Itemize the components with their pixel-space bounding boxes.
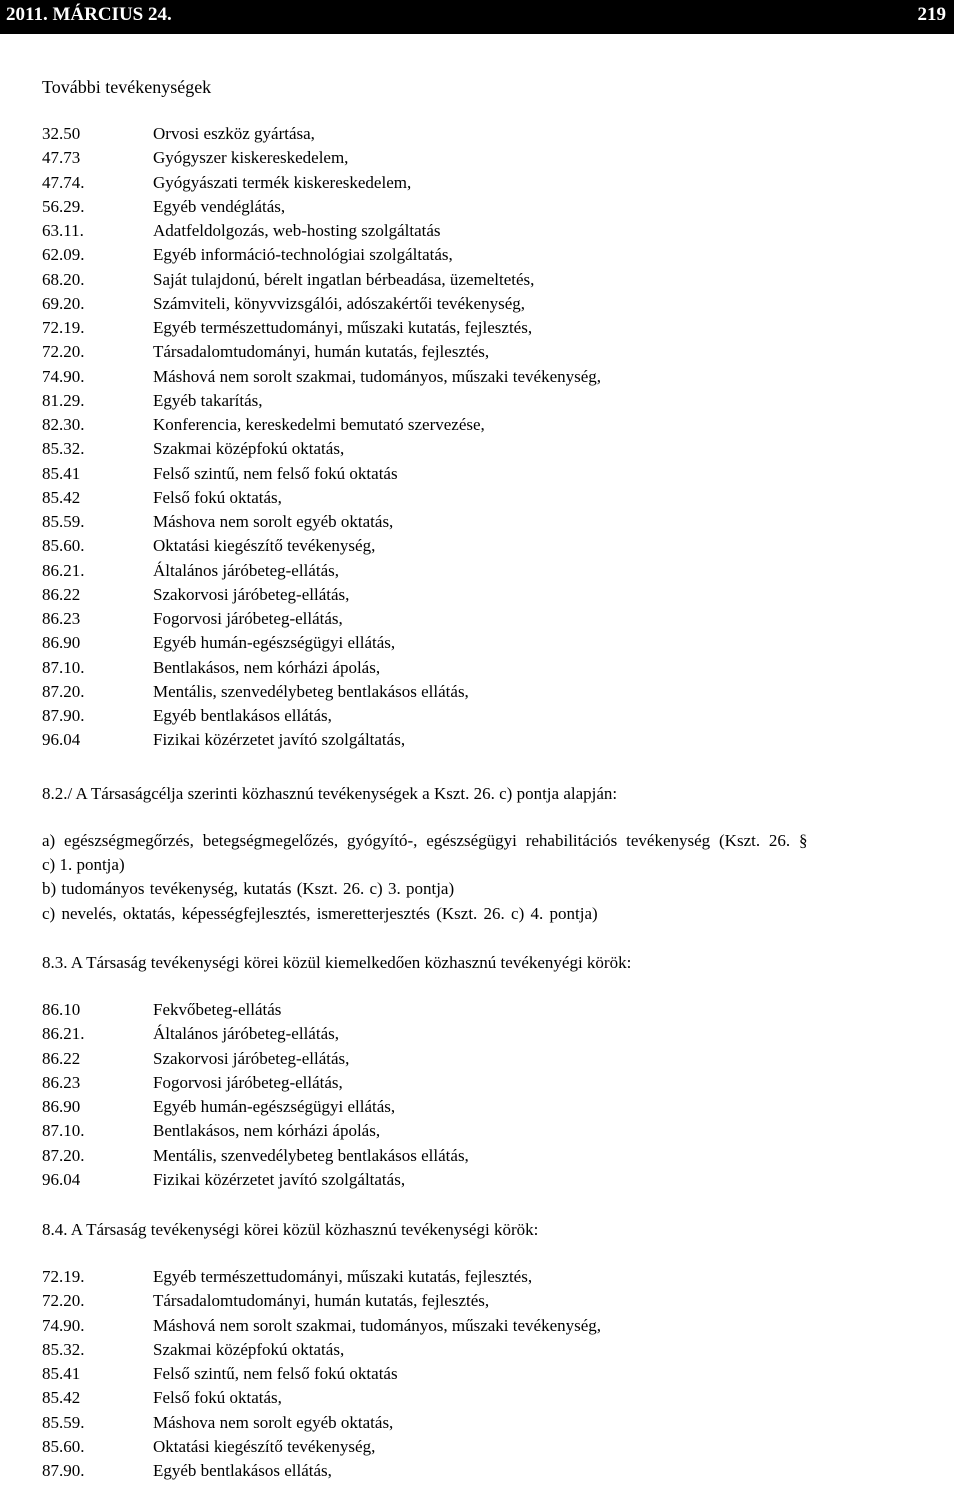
activity-code: 86.90 <box>42 633 81 653</box>
activity-code: 72.20. <box>42 342 85 362</box>
activity-description: Egyéb takarítás, <box>153 390 263 410</box>
activity-code: 72.19. <box>42 1267 85 1286</box>
activity-code: 85.41 <box>42 1364 81 1383</box>
list-item <box>42 195 601 219</box>
list-item <box>42 998 469 1022</box>
activity-description: Szakmai középfokú oktatás, <box>153 439 345 459</box>
activity-description: Máshová nem sorolt szakmai, tudományos, műszaki tevékenység, <box>153 1315 602 1335</box>
activity-description: Fizikai közérzetet javító szolgáltatás, <box>153 730 406 750</box>
activity-code: 63.11. <box>42 221 84 240</box>
activity-description: Máshová nem sorolt szakmai, tudományos, műszaki tevékenység, <box>153 366 602 386</box>
list-item <box>42 1095 469 1119</box>
list-item <box>42 1435 601 1459</box>
list-item <box>42 1047 469 1071</box>
list-item <box>42 534 601 558</box>
activity-code: 85.32. <box>42 1339 85 1359</box>
list-item <box>42 316 601 340</box>
activity-code: 74.90. <box>42 1315 85 1335</box>
activity-description: Általános járóbeteg-ellátás, <box>153 560 339 580</box>
list-item <box>42 1289 601 1313</box>
activity-code: 96.04 <box>42 1169 81 1189</box>
section-8-4-heading: 8.4. A Társaság tevékenységi körei közül közhasznú tevékenységi körök: <box>42 1220 539 1239</box>
activity-description: Mentális, szenvedélybeteg bentlakásos ellátás, <box>153 681 469 701</box>
activity-description: Egyéb bentlakásos ellátás, <box>153 706 332 725</box>
activity-description: Gyógyászati termék kiskereskedelem, <box>153 172 412 192</box>
list-item <box>42 1362 601 1386</box>
activity-code: 56.29. <box>42 196 85 216</box>
activity-description: Saját tulajdonú, bérelt ingatlan bérbeadása, üzemeltetés, <box>153 269 535 289</box>
section-8-3-heading: 8.3. A Társaság tevékenységi körei közül kiemelkedően közhasznú tevékenyégi körök: <box>42 953 632 972</box>
activity-code: 85.60. <box>42 1436 85 1456</box>
activity-code: 87.90. <box>42 1461 85 1480</box>
list-item <box>42 704 601 728</box>
activity-description: Általános járóbeteg-ellátás, <box>153 1024 339 1044</box>
item-a-line2: c) 1. pontja) <box>42 855 125 874</box>
activity-code: 85.59. <box>42 512 85 531</box>
activity-code: 69.20. <box>42 293 85 313</box>
activity-description: Máshova nem sorolt egyéb oktatás, <box>153 1412 394 1432</box>
activity-description: Konferencia, kereskedelmi bemutató szervezése, <box>153 415 485 434</box>
list-item <box>42 171 601 195</box>
section-title: További tevékenységek <box>42 77 212 97</box>
activity-description: Fizikai közérzetet javító szolgáltatás, <box>153 1169 406 1189</box>
activity-description: Oktatási kiegészítő tevékenység, <box>153 1436 376 1456</box>
list-item <box>42 413 601 437</box>
activity-description: Egyéb információ-technológiai szolgáltatás, <box>153 245 453 265</box>
list-item <box>42 728 601 752</box>
activity-code: 72.19. <box>42 318 85 337</box>
activity-code: 82.30. <box>42 415 85 434</box>
list-item <box>42 462 601 486</box>
activity-description: Fogorvosi járóbeteg-ellátás, <box>153 609 343 628</box>
activity-code: 81.29. <box>42 390 85 410</box>
section-8-3-list <box>42 998 469 1192</box>
activity-code: 86.22 <box>42 1048 81 1068</box>
list-item <box>42 680 601 704</box>
list-item <box>42 631 601 655</box>
main-activity-list <box>42 122 601 753</box>
activity-description: Társadalomtudományi, humán kutatás, fejlesztés, <box>153 1291 490 1311</box>
activity-description: Egyéb vendéglátás, <box>153 196 286 216</box>
activity-description: Gyógyszer kiskereskedelem, <box>153 148 349 168</box>
activity-description: Oktatási kiegészítő tevékenység, <box>153 536 376 556</box>
list-item <box>42 1265 601 1289</box>
activity-description: Szakorvosi járóbeteg-ellátás, <box>153 584 350 604</box>
list-item <box>42 437 601 461</box>
activity-code: 85.60. <box>42 536 85 556</box>
activity-description: Máshova nem sorolt egyéb oktatás, <box>153 512 394 531</box>
activity-description: Bentlakásos, nem kórházi ápolás, <box>153 1121 381 1141</box>
list-item <box>42 1022 469 1046</box>
activity-code: 47.74. <box>42 172 85 192</box>
activity-code: 86.21. <box>42 1024 85 1044</box>
item-a-line1: a) egészségmegőrzés, betegségmegelőzés, gyógyító-, egészségügyi rehabilitációs tevékenység (Kszt. 26. § <box>42 831 808 850</box>
section-8-2-heading: 8.2./ A Társaságcélja szerinti közhasznú tevékenységek a Kszt. 26. c) pontja alapján: <box>42 784 618 803</box>
section-8-2-item-b: b) tudományos tevékenység, kutatás (Kszt. 26. c) 3. pontja) <box>42 879 455 898</box>
activity-description: Egyéb természettudományi, műszaki kutatás, fejlesztés, <box>153 1267 533 1286</box>
activity-code: 68.20. <box>42 269 85 289</box>
activity-description: Fekvőbeteg-ellátás <box>153 1000 282 1019</box>
activity-description: Egyéb természettudományi, műszaki kutatás, fejlesztés, <box>153 318 533 337</box>
activity-code: 87.10. <box>42 657 85 677</box>
activity-code: 85.42 <box>42 487 81 507</box>
list-item <box>42 583 601 607</box>
activity-code: 72.20. <box>42 1291 85 1311</box>
section-8-2-item-c: c) nevelés, oktatás, képességfejlesztés, ismeretterjesztés (Kszt. 26. c) 4. pontja) <box>42 904 598 923</box>
list-item <box>42 1314 601 1338</box>
list-item <box>42 510 601 534</box>
activity-code: 87.20. <box>42 681 85 701</box>
page-header <box>0 0 954 34</box>
activity-code: 85.59. <box>42 1412 85 1432</box>
activity-description: Felső szintű, nem felső fokú oktatás <box>153 1364 398 1383</box>
activity-description: Felső fokú oktatás, <box>153 487 282 507</box>
list-item <box>42 559 601 583</box>
list-item <box>42 243 601 267</box>
list-item <box>42 1071 469 1095</box>
activity-code: 47.73 <box>42 148 81 168</box>
activity-code: 32.50 <box>42 124 81 143</box>
activity-code: 85.32. <box>42 439 85 459</box>
activity-description: Bentlakásos, nem kórházi ápolás, <box>153 657 381 677</box>
activity-description: Adatfeldolgozás, web-hosting szolgáltatás <box>153 221 441 240</box>
section-8-2-item-a <box>42 829 960 877</box>
activity-code: 86.23 <box>42 1072 81 1092</box>
list-item <box>42 1386 601 1410</box>
activity-description: Felső fokú oktatás, <box>153 1388 282 1408</box>
activity-code: 86.22 <box>42 584 81 604</box>
list-item <box>42 1119 469 1143</box>
activity-code: 85.41 <box>42 463 81 483</box>
activity-description: Egyéb bentlakásos ellátás, <box>153 1461 332 1480</box>
activity-code: 62.09. <box>42 245 85 265</box>
list-item <box>42 292 601 316</box>
list-item <box>42 1168 469 1192</box>
activity-code: 86.10 <box>42 1000 81 1019</box>
activity-code: 86.90 <box>42 1097 81 1116</box>
list-item <box>42 122 601 146</box>
list-item <box>42 1144 469 1168</box>
activity-code: 74.90. <box>42 366 85 386</box>
header-date: 2011. MÁRCIUS 24. <box>6 4 172 25</box>
list-item <box>42 389 601 413</box>
activity-code: 87.10. <box>42 1121 85 1141</box>
list-item <box>42 1411 601 1435</box>
activity-code: 86.21. <box>42 560 85 580</box>
list-item <box>42 486 601 510</box>
activity-description: Mentális, szenvedélybeteg bentlakásos ellátás, <box>153 1145 469 1165</box>
activity-code: 87.90. <box>42 706 85 725</box>
list-item <box>42 607 601 631</box>
list-item <box>42 1338 601 1362</box>
page-number: 219 <box>917 4 946 25</box>
activity-code: 85.42 <box>42 1388 81 1408</box>
activity-description: Fogorvosi járóbeteg-ellátás, <box>153 1072 343 1092</box>
activity-description: Felső szintű, nem felső fokú oktatás <box>153 463 398 483</box>
list-item <box>42 1459 601 1483</box>
activity-description: Társadalomtudományi, humán kutatás, fejlesztés, <box>153 342 490 362</box>
list-item <box>42 219 601 243</box>
activity-description: Egyéb humán-egészségügyi ellátás, <box>153 1097 396 1116</box>
activity-description: Számviteli, könyvvizsgálói, adószakértői tevékenység, <box>153 293 526 313</box>
section-8-4-list <box>42 1265 601 1483</box>
list-item <box>42 656 601 680</box>
activity-description: Orvosi eszköz gyártása, <box>153 124 315 143</box>
activity-description: Szakorvosi járóbeteg-ellátás, <box>153 1048 350 1068</box>
activity-description: Egyéb humán-egészségügyi ellátás, <box>153 633 396 653</box>
list-item <box>42 365 601 389</box>
list-item <box>42 340 601 364</box>
activity-code: 87.20. <box>42 1145 85 1165</box>
activity-code: 86.23 <box>42 609 81 628</box>
list-item <box>42 146 601 170</box>
activity-description: Szakmai középfokú oktatás, <box>153 1339 345 1359</box>
activity-code: 96.04 <box>42 730 81 750</box>
list-item <box>42 268 601 292</box>
